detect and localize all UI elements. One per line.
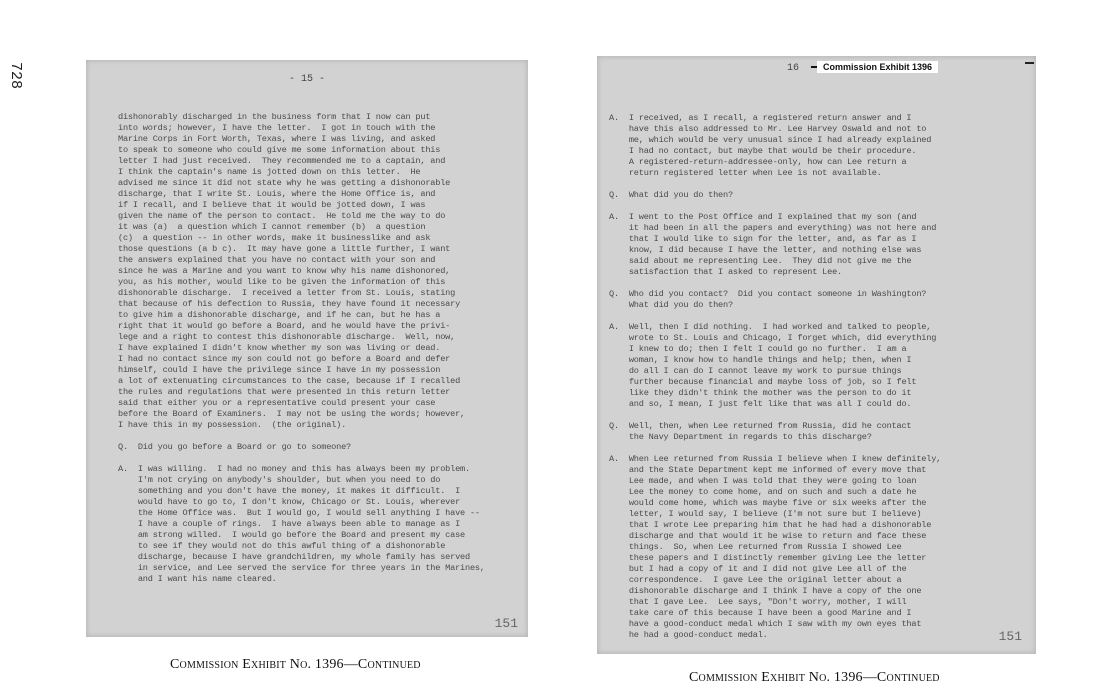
right-page-number: 151 <box>998 629 1022 644</box>
left-page-header: - 15 - <box>288 74 325 85</box>
left-caption: Commission Exhibit No. 1396—Continued <box>170 657 421 672</box>
right-page-header: 16 <box>787 63 800 74</box>
left-page-number: 151 <box>494 616 518 631</box>
exhibit-label: Commission Exhibit 1396 <box>817 61 938 73</box>
corner-mark <box>1025 62 1034 64</box>
left-document-page <box>86 60 528 637</box>
right-document-page <box>597 56 1036 654</box>
left-page-body-text: dishonorably discharged in the business form that I now can put into words; however, I have the letter. I got in touch with the Marine Corps in Fort Worth, Texas, where I was living, and asked to speak to someone who could give me some information about this letter I had just received. They recommended me to a captain, and I think the captain's name is jotted down on this letter. He advised me since it did not state why he was getting a dishonorable discharge, that I write St. Louis, where the Home Office is, and if I recall, and I believe that it would be jotted down, I was given the name of the person to contact. He told me the way to do it was (a) a question which I cannot remember (b) a question (c) a question -- in other words, make it businesslike and ask those questions (a b c). It may have gone a little further, I want the answers explained that you have no contact with your son and since he was a Marine and you want to know why his name dishonored, you, as his mother, would like to be given the information of this dishonorable discharge. I received a letter from St. Louis, stating that because of his defection to Russia, they have found it necessary to give him a dishonorable discharge, and if he can, but he has a right that it would go before a Board, and he would have the privi- lege and a right to contest this dishonorable discharge. Well, now, I have explained I didn't know whether my son was living or dead. I had no contact since my son could not go before a Board and defer himself, could I have the privilege since I have in my possession a lot of extenuating circumstances to the case, because if I recalled the rules and regulations that were presented in this return letter said that either you or a representative could present your case before the Board of Examiners. I may not be using the words; however, I have this in my possession. (the original). Q. Did you go before a Board or go to someone? A. I was willing. I had no money and this has always been my problem. I'm not crying on anybody's shoulder, but when you need to do something and you don't have the money, it makes it difficult. I would have to go to, I don't know, Chicago or St. Louis, wherever the Home Office was. But I would go, I would sell anything I have -- I have a couple of rings. I have always been able to manage as I am strong willed. I would go before the Board and present my case to see if they would not do this awful thing of a dishonorable discharge, because I have grandchildren, my whole family has served in service, and Lee served the service for three years in the Marines, and I want his name cleared. <box>118 112 485 584</box>
volume-page-number: 728 <box>7 62 24 90</box>
right-page-body-text: A. I received, as I recall, a registered return answer and I have this also addressed to Mr. Lee Harvey Oswald and not to me, which would be very unusual since I had already explained I had no contact, but maybe that would be their procedure. A registered-return-addressee-only, how can Lee return a return registered letter when Lee is not available. Q. What did you do then? A. I went to the Post Office and I explained that my son (and it had been in all the papers and everything) was not here and that I would like to sign for the letter, and, as far as I know, I did because I have the letter, and nothing else was said about me representing Lee. They did not give me the satisfaction that I asked to represent Lee. Q. Who did you contact? Did you contact someone in Washington? What did you do then? A. Well, then I did nothing. I had worked and talked to people, wrote to St. Louis and Chicago, I forget which, did everything I knew to do; then I felt I could go no further. I am a woman, I know how to handle things and help; then, when I do all I can do I cannot leave my work to pursue things further because financial and maybe loss of job, so I felt like they didn't think the mother was the person to do it and so, I mean, I just felt like that was all I could do. Q. Well, then, when Lee returned from Russia, did he contact the Navy Department in regards to this discharge? A. When Lee returned from Russia I believe when I knew definitely, and the State Department kept me informed of every move that Lee made, and when I was told that they were going to loan Lee the money to come home, and on such and such a date he would come home, which was maybe five or six weeks after the letter, I would say, I believe (I'm not sure but I believe) that I wrote Lee preparing him that he had had a dishonorable discharge and that would it be wise to return and face these things. So, when Lee returned from Russia I showed Lee these papers and I distinctly remember giving Lee the letter but I had a copy of it and I did not give Lee all of the correspondence. I gave Lee the original letter about a dishonorable discharge and I think I have a copy of the one that I gave Lee. Lee says, "Don't worry, mother, I will take care of this because I have been a good Marine and I have a good-conduct medal which I saw with my own eyes that he had a good-conduct medal. <box>609 113 942 640</box>
right-caption: Commission Exhibit No. 1396—Continued <box>689 670 940 685</box>
